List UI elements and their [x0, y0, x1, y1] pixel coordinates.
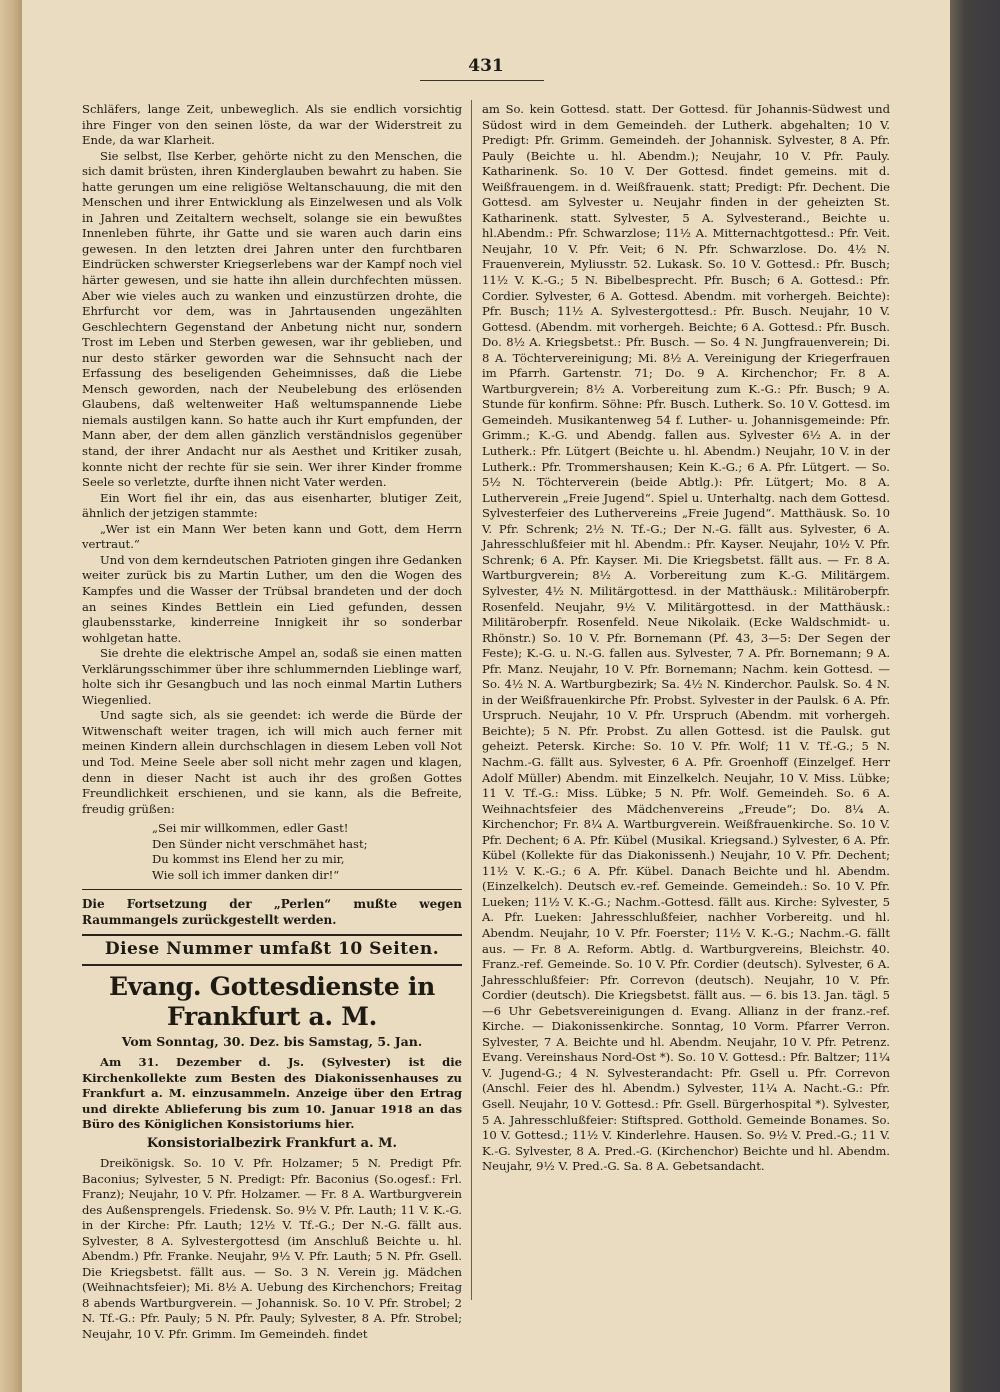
right-column — [482, 102, 890, 1302]
paragraph: Und von dem kerndeutschen Patrioten gingen ihre Gedanken weiter zurück bis zu Martin Luther, um den die Wogen des Kampfes und die Wasser der Trübsal brandeten und der doch an seines Kindes Bettlein ein Lied gefunden, dessen glaubensstarke, kinderreine Innigkeit ihr so sonderbar wohlgetan hatte. — [82, 552, 462, 645]
divider — [82, 934, 462, 936]
district-services: Dreikönigsk. So. 10 V. Pfr. Holzamer; 5 N. Predigt Pfr. Baconius; Sylvester, 5 N. Predigt: Pfr. Baconius (So.ogesf.: Frl. Franz); Neujahr, 10 V. Pfr. Holzamer. — Fr. 8 A. Wartburgverein des Außensprengels. Friedensk. So. 9½ V. Pfr. Lauth; 11 V. K.-G. in der Kirche: Pfr. Lauth; 12½ V. Tf.-G.; Der N.-G. fällt aus. Sylvester, 8 A. Sylvestergottesd (im Anschluß Beichte u. hl. Abendm.) Pfr. Franke. Neujahr, 9½ V. Pfr. Lauth; 5 N. Pfr. Gsell. Die Kriegsbetst. fällt aus. — So. 3 N. Verein jg. Mädchen (Weihnachtsfeier); Mi. 8½ A. Uebung des Kirchenchors; Freitag 8 abends Wartburgverein. — Johannisk. So. 10 V. Pfr. Strobel; 2 N. Tf.-G.: Pfr. Pauly; 5 N. Pfr. Pauly; Sylvester, 8 A. Pfr. Strobel; Neujahr, 10 V. Pfr. Grimm. Im Gemeindeh. findet — [82, 1156, 462, 1342]
divider — [82, 964, 462, 966]
poem-line: „Sei mir willkommen, edler Gast! — [152, 821, 349, 836]
paragraph: Schläfers, lange Zeit, unbeweglich. Als sie endlich vorsichtig ihre Finger von den seinen löste, da war der Widerstreit zu Ende, da war Klarheit. — [82, 102, 462, 148]
left-column — [82, 102, 462, 1342]
issue-pages-notice: Diese Nummer umfaßt 10 Seiten. — [104, 939, 440, 960]
paragraph: Und sagte sich, als sie geendet: ich werde die Bürde der Witwenschaft weiter tragen, ich will mich auch ferner mit meinen Kindern allein durchschlagen in diesem Leben voll Not und Tod. Meine Seele aber soll nicht mehr zagen und klagen, denn in dieser Nacht ist auch ihr des großen Gottes Freundlichkeit erschienen, und sie kann, als die Befreite, freudig grüßen: — [82, 708, 462, 816]
column-divider — [471, 100, 472, 1300]
poem-line: Den Sünder nicht verschmähet hast; — [152, 836, 368, 851]
continuation-notice: Die Fortsetzung der „Perlen“ mußte wegen Raummangels zurückgestellt werden. — [82, 897, 462, 928]
services-title: Evang. Gottesdienste in Frankfurt a. M. — [108, 971, 435, 1031]
newspaper-page — [22, 0, 950, 1392]
services-listing: am So. kein Gottesd. statt. Der Gottesd. für Johannis-Südwest und Südost wird in dem Gemeindeh. der Lutherk. abgehalten; 10 V. Predigt: Pfr. Grimm. Gemeindeh. der Johannisk. Sylvester, 8 A. Pfr. Pauly (Beichte u. hl. Abendm.); Neujahr, 10 V. Pfr. Pauly. Katharinenk. So. 10 V. Der Gottesd. findet gemeins. mit d. Weißfrauengem. in d. Weißfrauenk. statt; Predigt: Pfr. Dechent. Die Gottesd. am Sylvester u. Neujahr finden in der geheizten St. Katharinenk. statt. Sylvester, 5 A. Sylvesterand., Beichte u. hl.Abendm.: Pfr. Schwarzlose; 11½ A. Mitternachtgottesd.: Pfr. Veit. Neujahr, 10 V. Pfr. Veit; 6 N. Pfr. Schwarzlose. Do. 4½ N. Frauenverein, Myliusstr. 52. Lukask. So. 10 V. Gottesd.: Pfr. Busch; 11½ V. K.-G.; 5 N. Bibelbesprecht. Pfr. Busch; 6 A. Gottesd.: Pfr. Cordier. Sylvester, 6 A. Gottesd. Abendm. mit vorhergeh. Beichte): Pfr. Busch; 11½ A. Sylvestergottesd.: Pfr. Busch. Neujahr, 10 V. Gottesd. (Abendm. mit vorhergeh. Beichte; 6 A. Gottesd.: Pfr. Busch. Do. 8½ A. Kriegsbetst.: Pfr. Busch. — So. 4 N. Jungfrauenverein; Di. 8 A. Töchtervereinigung; Mi. 8½ A. Vereinigung der Kriegerfrauen im Pfarrh. Gartenstr. 71; Do. 9 A. Kirchenchor; Fr. 8 A. Wartburgverein; 8½ A. Vorbereitung zum K.-G.: Pfr. Busch; 9 A. Stunde für konfirm. Söhne: Pfr. Busch. Lutherk. So. 10 V. Gottesd. im Gemeindeh. Musikantenweg 54 f. Luther- u. Johannisgemeinde: Pfr. Grimm.; K.-G. und Abendg. fallen aus. Sylvester 6½ A. in der Lutherk.: Pfr. Lütgert (Beichte u. hl. Abendm.) Neujahr, 10 V. in der Lutherk.: Pfr. Trommershausen; Kein K.-G.; 6 A. Pfr. Lütgert. — So. 5½ N. Töchterverein (beide Abtlg.): Pfr. Lütgert; Mo. 8 A. Lutherverein „Freie Jugend“. Spiel u. Unterhaltg. nach dem Gottesd. Sylvesterfeier des Luthervereins „Freie Jugend“. Matthäusk. So. 10 V. Pfr. Schrenk; 2½ N. Tf.-G.; Der N.-G. fällt aus. Sylvester, 6 A. Jahresschlußfeier mit hl. Abendm.: Pfr. Kayser. Neujahr, 10½ V. Pfr. Schrenk; 6 A. Pfr. Kayser. Mi. Die Kriegsbetst. fällt aus. — Fr. 8 A. Wartburgverein; 8½ A. Vorbereitung zum K.-G. Militärgem. Sylvester, 4½ N. Militärgottesd. in der Matthäusk.: Militäroberpfr. Rosenfeld. Neujahr, 9½ V. Militärgottesd. in der Matthäusk.: Militäroberpfr. Rosenfeld. Neue Nikolaik. (Ecke Waldschmidt- u. Rhönstr.) So. 10 V. Pfr. Bornemann (Pf. 43, 3—5: Der Segen der Feste); K.-G. u. N.-G. fallen aus. Sylvester, 7 A. Pfr. Bornemann; 9 A. Pfr. Manz. Neujahr, 10 V. Pfr. Bornemann; Nachm. kein Gottesd. — So. 4½ N. A. Wartburgbezirk; Sa. 4½ N. Kinderchor. Paulsk. So. 4 N. in der Weißfrauenkirche Pfr. Probst. Sylvester in der Paulsk. 6 A. Pfr. Urspruch. Neujahr, 10 V. Pfr. Urspruch (Abendm. mit vorhergeh. Beichte); 5 N. Pfr. Probst. Zu allen Gottesd. ist die Paulsk. gut geheizt. Petersk. Kirche: So. 10 V. Pfr. Wolf; 11 V. Tf.-G.; 5 N. Nachm.-G. fällt aus. Sylvester, 6 A. Pfr. Groenhoff (Einzelgef. Herr Adolf Müller) Abendm. mit Einzelkelch. Neujahr, 10 V. Miss. Lübke; 11 V. Tf.-G.: Miss. Lübke; 5 N. Pfr. Wolf. Gemeindeh. So. 6 A. Weihnachtsfeier des Mädchenvereins „Freude“; Do. 8¼ A. Kirchenchor; Fr. 8¼ A. Wartburgverein. Weißfrauenkirche. So. 10 V. Pfr. Dechent; 6 A. Pfr. Kübel (Musikal. Kriegsand.) Sylvester, 6 A. Pfr. Kübel (Kollekte für das Diakonissenh.) Neujahr, 10 V. Pfr. Dechent; 11½ V. K.-G.; 6 A. Pfr. Kübel. Danach Beichte und hl. Abendm. (Einzelkelch). Deutsch ev.-ref. Gemeinde. Gemeindeh.: So. 10 V. Pfr. Lueken; 11½ V. K.-G.; Nachm.-Gottesd. fällt aus. Kirche: Sylvester, 5 A. Pfr. Lueken: Jahresschlußfeier, nachher Vorbereitg. und hl. Abendm. Neujahr, 10 V. Pfr. Foerster; 11½ V. K.-G.; Nachm.-G. fällt aus. — Fr. 8 A. Reform. Abtlg. d. Wartburgvereins, Bleichstr. 40. Franz.-ref. Gemeinde. So. 10 V. Pfr. Cordier (deutsch). Sylvester, 6 A. Jahresschlußfeier: Pfr. Correvon (deutsch). Neujahr, 10 V. Pfr. Cordier (deutsch). Die Kriegsbetst. fällt aus. — 6. bis 13. Jan. tägl. 5—6 Uhr Gebetsvereinigungen d. Evang. Allianz in der franz.-ref. Kirche. — Diakonissenkirche. Sonntag, 10 Vorm. Pfarrer Verron. Sylvester, 7 A. Beichte und hl. Abendm. Neujahr, 10 V. Pfr. Petrenz. Evang. Vereinshaus Nord-Ost *). So. 10 V. Gottesd.: Pfr. Baltzer; 11¼ V. Jugend-G.; 4 N. Sylvesterandacht: Pfr. Gsell u. Pfr. Correvon (Anschl. Feier des hl. Abendm.) Sylvester, 11¼ A. Nacht.-G.: Pfr. Gsell. Neujahr, 10 V. Gottesd.: Pfr. Gsell. Bürgerhospital *). Sylvester, 5 A. Jahresschlußfeier: Stiftspred. Gotthold. Gemeinde Bonames. So. 10 V. Gottesd.; 11½ V. Kinderlehre. Hausen. So. 9½ V. Pred.-G.; 11 V. K.-G. Sylvester, 8 A. Pred.-G. (Kirchenchor) Beichte und hl. Abendm. Neujahr, 9½ V. Pred.-G. Sa. 8 A. Gebetsandacht. — [482, 102, 890, 1174]
poem — [82, 821, 462, 883]
left-page-edge — [0, 0, 22, 1392]
poem-line: Wie soll ich immer danken dir!“ — [152, 867, 340, 882]
services-dates: Vom Sonntag, 30. Dez. bis Samstag, 5. Jan. — [121, 1033, 423, 1049]
book-cover-edge — [950, 0, 1000, 1392]
paragraph: Sie selbst, Ilse Kerber, gehörte nicht zu den Menschen, die sich damit brüsten, ihren Kinderglauben bewahrt zu haben. Sie hatte gerungen um eine religiöse Weltanschauung, die mit den Menschen und ihrer Entwicklung als Einzelwesen und als Volk in Jahren und Zeitaltern wechselt, solange sie ein bewußtes Innenleben führte, ihr Gatte und sie waren auch darin eins gewesen. In den letzten drei Jahren unter den furchtbaren Eindrücken schwerster Kriegserlebens war der Kampf noch viel härter gewesen, und sie hatte ihn allein durchfechten müssen. Aber wie vieles auch zu wanken und einzustürzen drohte, die Ehrfurcht vor dem, was in Jahrtausenden ungezählten Geschlechtern Gegenstand der Anbetung nicht nur, sondern Trost im Leben und Sterben gewesen, war ihr geblieben, und nur desto stärker geworden war die Sehnsucht nach der Erfassung des beseligenden Geheimnisses, daß die Liebe Mensch geworden, nach der Neubelebung des erlösenden Glaubens, daß weltenweiter Haß weltumspannende Liebe niemals austilgen kann. So hatte auch ihr Kurt empfunden, der Mann aber, der dem allen gänzlich verständnislos gegenüber stand, der ihrer Andacht nur als Aesthet und Kritiker zusah, konnte nicht der rechte für sie sein. Wer ihrer Kinder fromme Seele so verletzte, durfte ihnen nicht Vater werden. — [82, 148, 462, 490]
paragraph: Ein Wort fiel ihr ein, das aus eisenharter, blutiger Zeit, ähnlich der jetzigen stammte: — [82, 490, 462, 521]
quote: „Wer ist ein Mann Wer beten kann und Gott, dem Herrn vertraut.“ — [82, 521, 462, 552]
district-title: Konsistorialbezirk Frankfurt a. M. — [146, 1136, 398, 1152]
collection-appeal: Am 31. Dezember d. Js. (Sylvester) ist die Kirchenkollekte zum Besten des Diakonissenhauses zu Frankfurt a. M. einzusammeln. Anzeige über den Ertrag und direkte Ablieferung bis zum 10. Januar 1918 an das Büro des Königlichen Konsistoriums hier. — [82, 1055, 462, 1132]
page-number: 431 — [468, 56, 504, 76]
header-rule — [420, 80, 544, 81]
paragraph: Sie drehte die elektrische Ampel an, sodaß sie einen matten Verklärungsschimmer über ihre schlummernden Lieblinge warf, holte sich ihr Gesangbuch und las noch einmal Martin Luthers Wiegenlied. — [82, 646, 462, 707]
divider — [82, 889, 462, 890]
poem-line: Du kommst ins Elend her zu mir, — [152, 852, 345, 867]
